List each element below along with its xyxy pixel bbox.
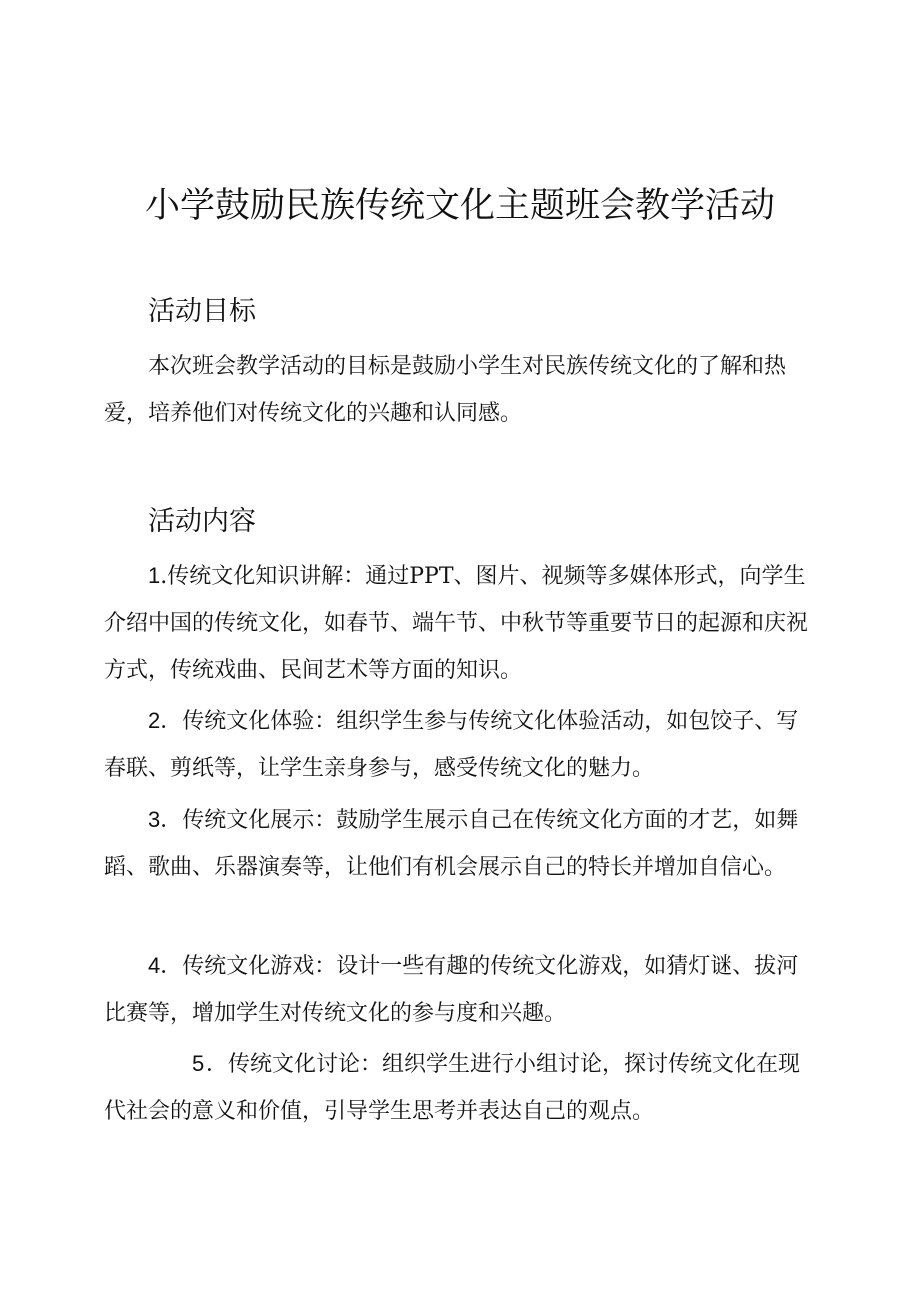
list-item — [104, 796, 820, 891]
list-item-number: 2 — [148, 708, 161, 733]
document-title: 小学鼓励民族传统文化主题班会教学活动 — [144, 186, 775, 226]
list-item-number: 1 — [148, 563, 161, 588]
list-item — [104, 1040, 820, 1135]
list-item-text: ．传统文化讨论：组织学生进行小组讨论，探讨传统文化在现代社会的意义和价值，引导学生思考并表达自己的观点。 — [104, 1052, 801, 1124]
list-item-text: ．传统文化体验：组织学生参与传统文化体验活动，如包饺子、写春联、剪纸等，让学生亲身参与，感受传统文化的魅力。 — [104, 709, 799, 781]
list-item — [104, 697, 820, 792]
goals-paragraph: 本次班会教学活动的目标是鼓励小学生对民族传统文化的了解和热爱，培养他们对传统文化的兴趣和认同感。 — [104, 354, 787, 426]
section-heading-goals: 活动目标 — [148, 296, 256, 327]
list-item-text: ．传统文化展示：鼓励学生展示自己在传统文化方面的才艺，如舞蹈、歌曲、乐器演奏等，让他们有机会展示自己的特长并增加自信心。 — [104, 808, 799, 880]
list-item-text: .传统文化知识讲解：通过PPT、图片、视频等多媒体形式，向学生介绍中国的传统文化，如春节、端午节、中秋节等重要节日的起源和庆祝方式，传统戏曲、民间艺术等方面的知识。 — [104, 564, 809, 683]
list-item-text: ．传统文化游戏：设计一些有趣的传统文化游戏，如猜灯谜、拔河比赛等，增加学生对传统文化的参与度和兴趣。 — [104, 954, 799, 1026]
list-item-number: 3 — [148, 807, 161, 832]
section-heading-content: 活动内容 — [148, 506, 256, 537]
list-item — [104, 552, 820, 694]
list-item — [104, 942, 820, 1037]
list-item-number: 4 — [148, 953, 161, 978]
list-item-number: 5 — [192, 1051, 205, 1076]
